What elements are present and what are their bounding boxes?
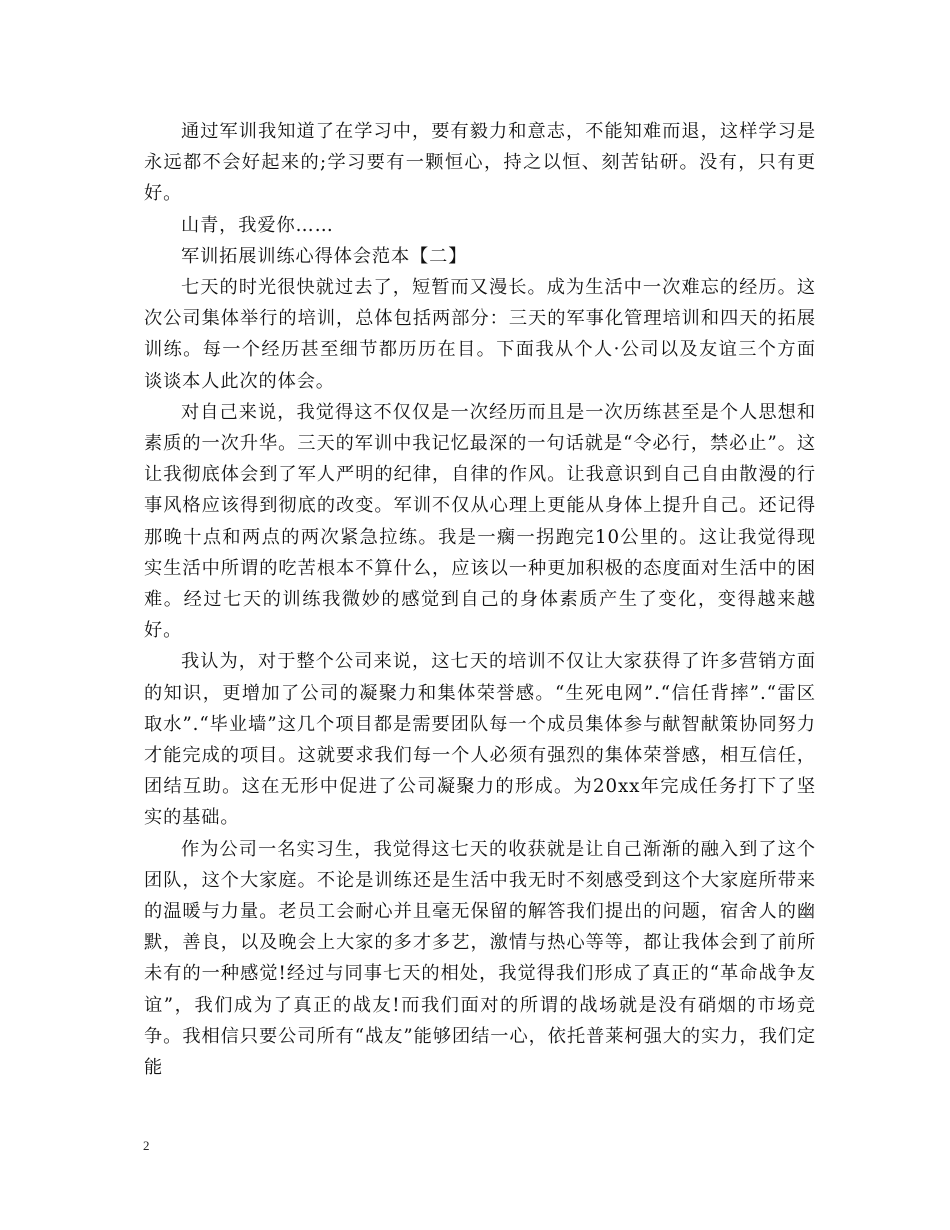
document-body [144,116,816,1083]
paragraph-personal: 对自己来说，我觉得这不仅仅是一次经历而且是一次历练甚至是个人思想和素质的一次升华。三天的军训中我记忆最深的一句话就是“令必行，禁必止”。这让我彻底体会到了军人严明的纪律，自律的作风。让我意识到自己自由散漫的行事风格应该得到彻底的改变。军训不仅从心理上更能从身体上提升自己。还记得那晚十点和两点的两次紧急拉练。我是一瘸一拐跑完10公里的。这让我觉得现实生活中所谓的吃苦根本不算什么，应该以一种更加积极的态度面对生活中的困难。经过七天的训练我微妙的感觉到自己的身体素质产生了变化，变得越来越好。 [144,401,816,642]
paragraph-friendship: 作为公司一名实习生，我觉得这七天的收获就是让自己渐渐的融入到了这个团队，这个大家庭。不论是训练还是生活中我无时不刻感受到这个大家庭所带来的温暖与力量。老员工会耐心并且毫无保留的解答我们提出的问题，宿舍人的幽默，善良，以及晚会上大家的多才多艺，激情与热心等等，都让我体会到了前所未有的一种感觉!经过与同事七天的相处，我觉得我们形成了真正的“革命战争友谊”，我们成为了真正的战友!而我们面对的所谓的战场就是没有硝烟的市场竞争。我相信只要公司所有“战友”能够团结一心，依托普莱柯强大的实力，我们定能 [144,838,816,1079]
paragraph-study-reflection: 通过军训我知道了在学习中，要有毅力和意志，不能知难而退，这样学习是永远都不会好起来的;学习要有一颗恒心，持之以恒、刻苦钻研。没有，只有更好。 [144,121,816,205]
paragraph-company: 我认为，对于整个公司来说，这七天的培训不仅让大家获得了许多营销方面的知识，更增加了公司的凝聚力和集体荣誉感。“生死电网”.“信任背摔”.“雷区取水”.“毕业墙”这几个项目都是需要团队每一个成员集体参与献智献策协同努力才能完成的项目。这就要求我们每一个人必须有强烈的集体荣誉感，相互信任，团结互助。这在无形中促进了公司凝聚力的形成。为20xx年完成任务打下了坚实的基础。 [144,651,816,829]
section-heading: 军训拓展训练心得体会范本【二】 [181,245,468,267]
page-number: 2 [143,1138,150,1153]
paragraph-closing-line: 山青，我爱你…… [181,214,334,236]
paragraph-intro: 七天的时光很快就过去了，短暂而又漫长。成为生活中一次难忘的经历。这次公司集体举行的培训，总体包括两部分：三天的军事化管理培训和四天的拓展训练。每一个经历甚至细节都历历在目。下面我从个人·公司以及友谊三个方面谈谈本人此次的体会。 [144,277,816,392]
